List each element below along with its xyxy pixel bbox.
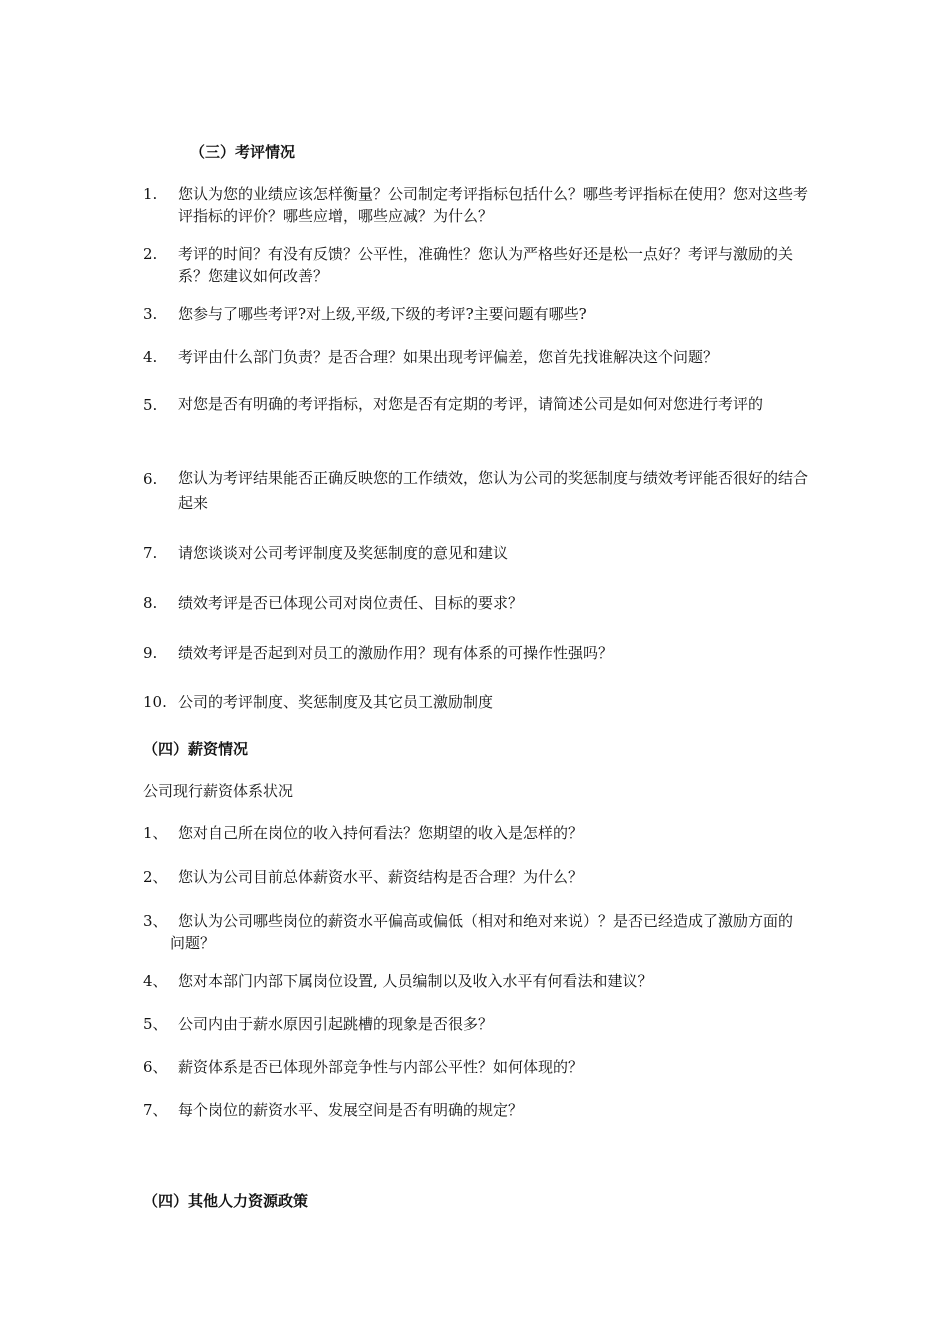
item-number: 7、 [143, 1101, 168, 1119]
item-text: 绩效考评是否已体现公司对岗位责任、目标的要求？ [178, 594, 524, 612]
item-text: 薪资体系是否已体现外部竞争性与内部公平性？如何体现的？ [178, 1058, 584, 1076]
item-text: 绩效考评是否起到对员工的激励作用？现有体系的可操作性强吗？ [178, 644, 614, 662]
item-text: 公司的考评制度、奖惩制度及其它员工激励制度 [178, 693, 494, 711]
item-text: 您参与了哪些考评?对上级,平级,下级的考评?主要问题有哪些? [178, 305, 587, 323]
section-heading-salary: （四）薪资情况 [143, 740, 249, 758]
item-text: 您认为您的业绩应该怎样衡量？公司制定考评指标包括什么？哪些考评指标在使用？您对这些考评指标的评价？哪些应增，哪些应减？为什么？ [178, 185, 809, 225]
item-text: 考评的时间？有没有反馈？公平性，准确性？您认为严格些好还是松一点好？考评与激励的关系？您建议如何改善？ [178, 245, 794, 285]
item-number: 2. [143, 245, 158, 263]
item-number: 7. [143, 544, 158, 562]
item-text: 您认为考评结果能否正确反映您的工作绩效，您认为公司的奖惩制度与绩效考评能否很好的结合起来 [178, 469, 809, 512]
item-text: 对您是否有明确的考评指标，对您是否有定期的考评，请简述公司是如何对您进行考评的 [178, 395, 764, 413]
item-number: 5、 [143, 1015, 168, 1033]
item-text: 考评由什么部门负责？是否合理？如果出现考评偏差，您首先找谁解决这个问题？ [178, 348, 719, 366]
item-number: 4、 [143, 972, 168, 990]
item-text: 请您谈谈对公司考评制度及奖惩制度的意见和建议 [178, 544, 509, 562]
item-number: 10. [143, 693, 167, 711]
item-number: 4. [143, 348, 158, 366]
item-number: 3. [143, 305, 158, 323]
item-text: 您认为公司哪些岗位的薪资水平偏高或偏低（相对和绝对来说）？是否已经造成了激励方面的问题？ [170, 912, 794, 952]
item-number: 5. [143, 396, 158, 414]
section-heading-other-hr: （四）其他人力资源政策 [143, 1192, 309, 1210]
item-text: 每个岗位的薪资水平、发展空间是否有明确的规定？ [178, 1101, 524, 1119]
item-number: 2、 [143, 868, 168, 886]
item-number: 6. [143, 470, 158, 488]
item-text: 您认为公司目前总体薪资水平、薪资结构是否合理？为什么？ [178, 868, 584, 886]
item-number: 1. [143, 185, 158, 203]
salary-intro: 公司现行薪资体系状况 [143, 782, 294, 800]
item-number: 8. [143, 594, 158, 612]
section-heading-appraisal: （三）考评情况 [190, 143, 296, 161]
item-number: 3、 [143, 912, 168, 930]
item-text: 公司内由于薪水原因引起跳槽的现象是否很多？ [178, 1015, 494, 1033]
item-number: 6、 [143, 1058, 168, 1076]
item-number: 1、 [143, 824, 168, 842]
item-text: 您对本部门内部下属岗位设置, 人员编制以及收入水平有何看法和建议？ [178, 972, 653, 990]
item-text: 您对自己所在岗位的收入持何看法？您期望的收入是怎样的？ [178, 824, 584, 842]
item-number: 9. [143, 644, 158, 662]
